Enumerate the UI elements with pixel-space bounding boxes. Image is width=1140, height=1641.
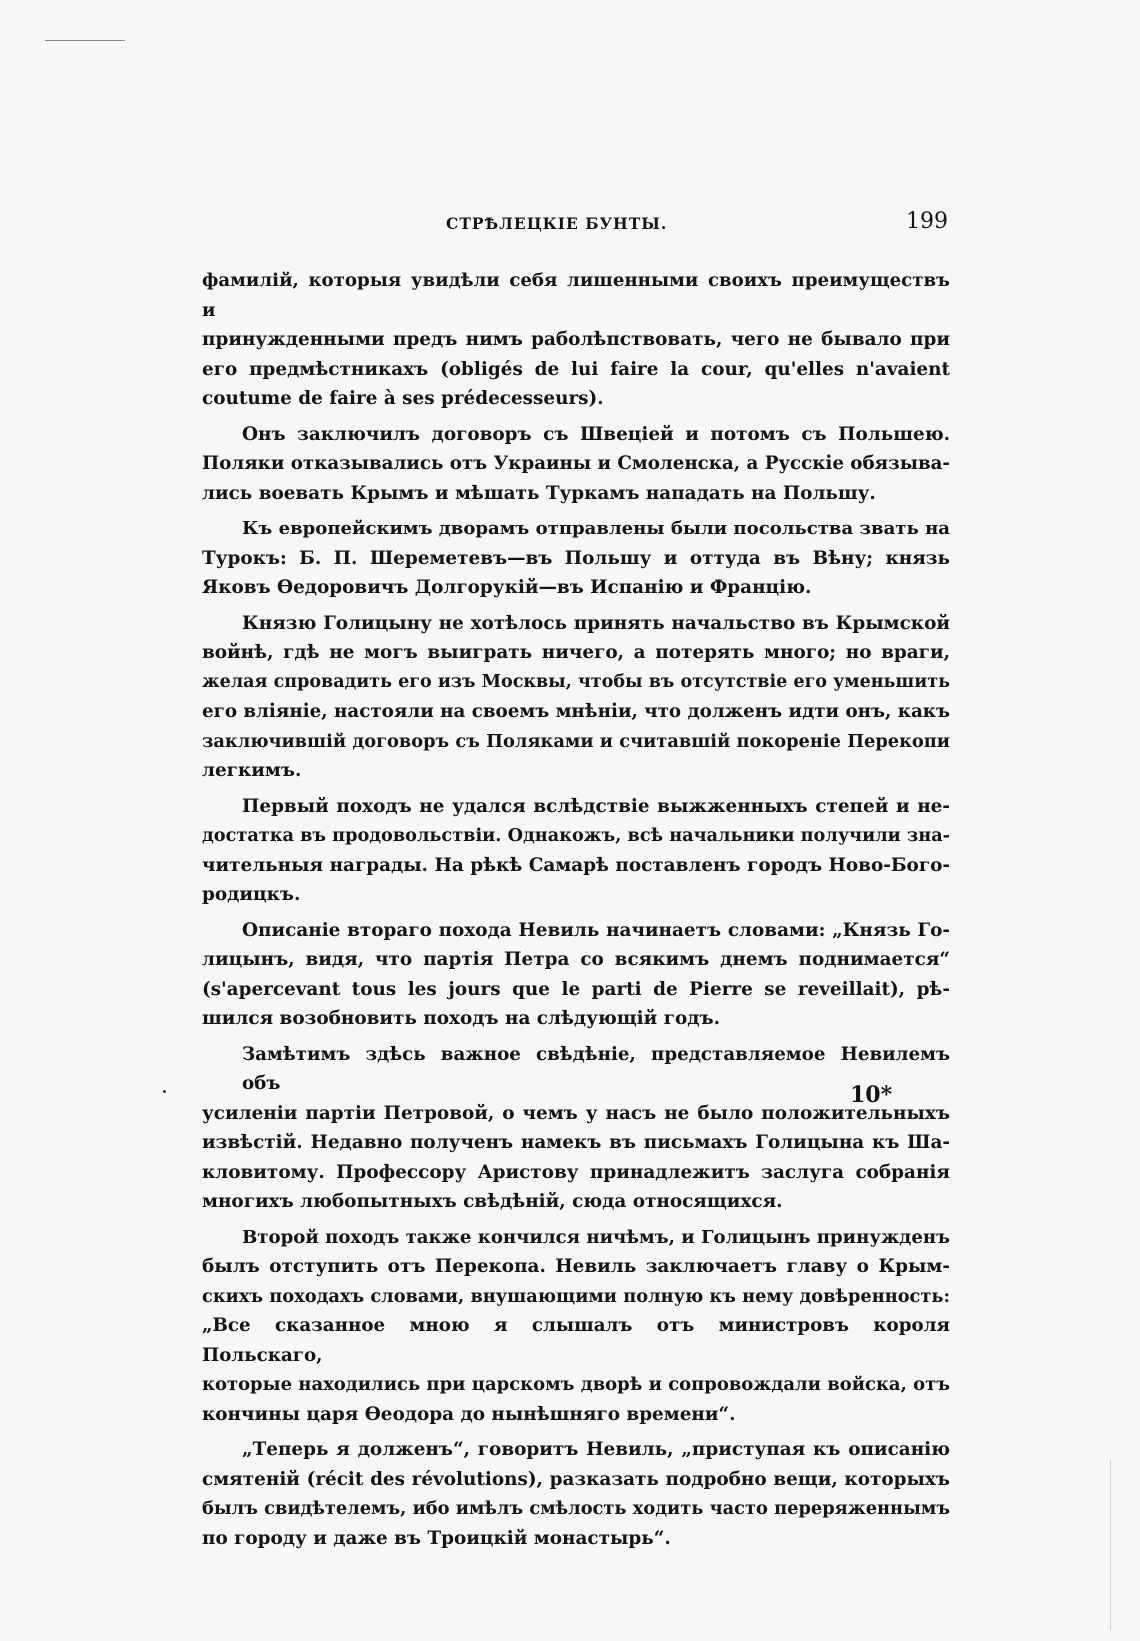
text-line: (s'apercevant tous les jours que le parti de Pierre se reveillait), рѣ- <box>202 978 950 1000</box>
text-line: кловитому. Профессору Аристову принадлежитъ заслуга собранія <box>202 1161 950 1183</box>
text-line: его вліяніе, настояли на своемъ мнѣніи, что долженъ идти онъ, какъ <box>202 701 950 722</box>
text-line: Къ европейскимъ дворамъ отправлены были посольства звать на <box>242 518 950 539</box>
text-line: Второй походъ также кончился ничѣмъ, и Голицынъ принужденъ <box>242 1226 950 1248</box>
text-line: Турокъ: Б. П. Шереметевъ—въ Польшу и оттуда въ Вѣну; князь <box>202 547 950 569</box>
text-line: лись воевать Крымъ и мѣшать Туркамъ нападать на Польшу. <box>202 482 876 504</box>
paragraph <box>202 514 950 603</box>
scan-edge-mark <box>45 40 125 41</box>
paragraph <box>202 1223 950 1430</box>
paragraph <box>202 792 950 910</box>
text-line: скихъ походахъ словами, внушающими полную къ нему довѣренность: <box>202 1285 950 1307</box>
text-line: легкимъ. <box>202 760 302 781</box>
text-line: чительныя награды. На рѣкѣ Самарѣ поставленъ городъ Ново-Бого- <box>202 854 950 876</box>
text-line: войнѣ, гдѣ не могъ выиграть ничего, а потерять много; но враги, <box>202 642 950 663</box>
text-line: „Все сказанное мною я слышалъ отъ министровъ короля Польскаго, <box>202 1315 950 1366</box>
text-line: желая спровадить его изъ Москвы, чтобы въ отсутствіе его уменьшить <box>202 671 950 692</box>
text-line: Замѣтимъ здѣсь важное свѣдѣніе, представляемое Невилемъ объ <box>242 1043 950 1094</box>
text-line: заключившій договоръ съ Поляками и считавшій покореніе Перекопи <box>202 730 950 752</box>
text-line: coutume de faire à ses prédecesseurs). <box>202 388 604 409</box>
text-line: его предмѣстникахъ (obligés de lui faire la cour, qu'elles n'avaient <box>202 358 950 380</box>
paragraph <box>202 420 950 509</box>
paragraph <box>202 266 950 414</box>
text-line: шился возобновить походъ на слѣдующій годъ. <box>202 1008 721 1029</box>
scan-edge-line <box>1110 1460 1111 1630</box>
paragraph <box>202 1040 950 1217</box>
body-text <box>202 266 950 1553</box>
page-number: 199 <box>906 209 948 234</box>
paragraph <box>202 1435 950 1553</box>
text-line: многихъ любопытныхъ свѣдѣній, сюда относящихся. <box>202 1191 783 1212</box>
text-line: извѣстій. Недавно полученъ намекъ въ письмахъ Голицына къ Ша- <box>202 1132 950 1153</box>
text-line: усиленіи партіи Петровой, о чемъ у насъ не было положительныхъ <box>202 1102 950 1124</box>
running-head: СТРѢЛЕЦКІЕ БУНТЫ. <box>446 214 668 233</box>
text-line: Первый походъ не удался вслѣдствіе выжженныхъ степей и не- <box>242 795 950 817</box>
text-line: Князю Голицыну не хотѣлось принять начальство въ Крымской <box>242 612 950 634</box>
text-line: достатка въ продовольствіи. Однакожъ, всѣ начальники получили зна- <box>202 825 950 846</box>
text-line: лицынъ, видя, что партія Петра со всякимъ днемъ поднимается“ <box>202 949 950 970</box>
signature-mark: 10* <box>850 1082 893 1108</box>
text-line: былъ отступить отъ Перекопа. Невиль заключаетъ главу о Крым- <box>202 1256 950 1277</box>
text-line: Яковъ Ѳедоровичъ Долгорукій—въ Испанію и Францію. <box>202 577 812 598</box>
text-line: принужденными предъ нимъ раболѣпствовать, чего не бывало при <box>202 329 950 350</box>
text-line: родицкъ. <box>202 884 301 905</box>
text-line: Поляки отказывались отъ Украины и Смоленска, а Русскіе обязыва- <box>202 453 950 474</box>
text-line: смятеній (récit des révolutions), разказать подробно вещи, которыхъ <box>202 1468 950 1490</box>
scan-speck <box>163 1090 166 1093</box>
paragraph <box>202 609 950 786</box>
paragraph <box>202 916 950 1034</box>
page-header <box>200 209 952 242</box>
text-line: которые находились при царскомъ дворѣ и сопровождали войска, отъ <box>202 1374 950 1395</box>
text-line: Онъ заключилъ договоръ съ Швеціей и потомъ съ Польшею. <box>242 423 950 445</box>
text-line: кончины царя Ѳеодора до нынѣшняго времени“. <box>202 1403 736 1425</box>
text-line: „Теперь я долженъ“, говоритъ Невиль, „приступая къ описанію <box>242 1439 950 1460</box>
text-line: по городу и даже въ Троицкій монастырь“. <box>202 1527 671 1549</box>
text-line: фамилій, которыя увидѣли себя лишенными своихъ преимуществъ и <box>202 270 950 321</box>
text-line: Описаніе втораго похода Невиль начинаетъ словами: „Князь Го- <box>242 919 950 941</box>
text-line: былъ свидѣтелемъ, ибо имѣлъ смѣлость ходить часто переряженнымъ <box>202 1498 950 1519</box>
